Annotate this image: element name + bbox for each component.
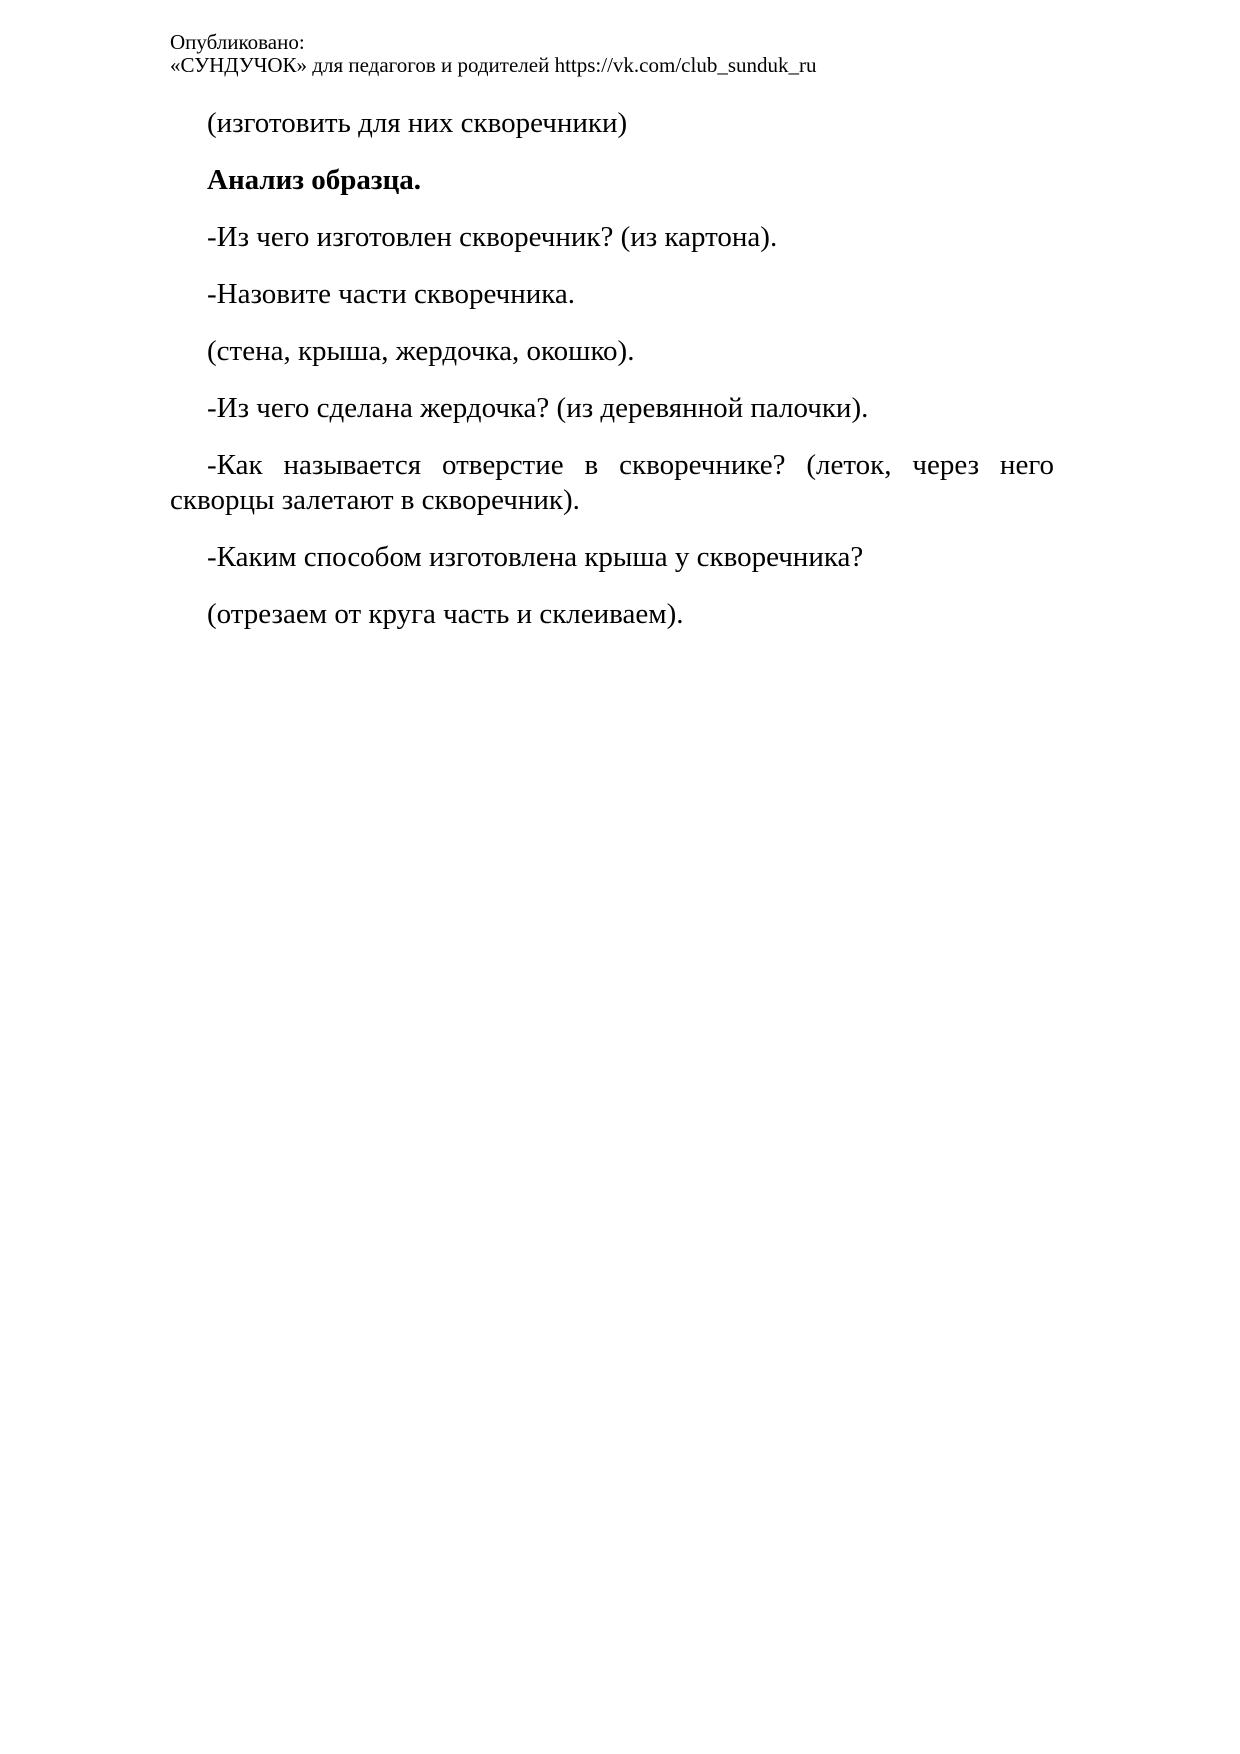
question-roof: -Каким способом изготовлена крыша у скворечника?	[207, 541, 864, 573]
answer-parts: (стена, крыша, жердочка, окошко).	[207, 335, 635, 367]
page-header	[170, 31, 1070, 77]
question-perch: -Из чего сделана жердочка? (из деревянной палочки).	[207, 392, 869, 424]
question-parts: -Назовите части скворечника.	[207, 278, 576, 310]
document-body	[170, 106, 1054, 654]
answer-roof: (отрезаем от круга часть и склеиваем).	[207, 598, 684, 630]
question-material: -Из чего изготовлен скворечник? (из картона).	[207, 221, 778, 253]
section-heading: Анализ образца.	[207, 164, 422, 196]
question-hole: -Как называется отверстие в скворечнике? (леток, через него скворцы залетают в скворечник).	[170, 449, 1054, 516]
intro-note: (изготовить для них скворечники)	[207, 107, 628, 139]
published-label: Опубликовано:	[170, 30, 305, 54]
source-line: «СУНДУЧОК» для педагогов и родителей https://vk.com/club_sunduk_ru	[170, 53, 817, 77]
